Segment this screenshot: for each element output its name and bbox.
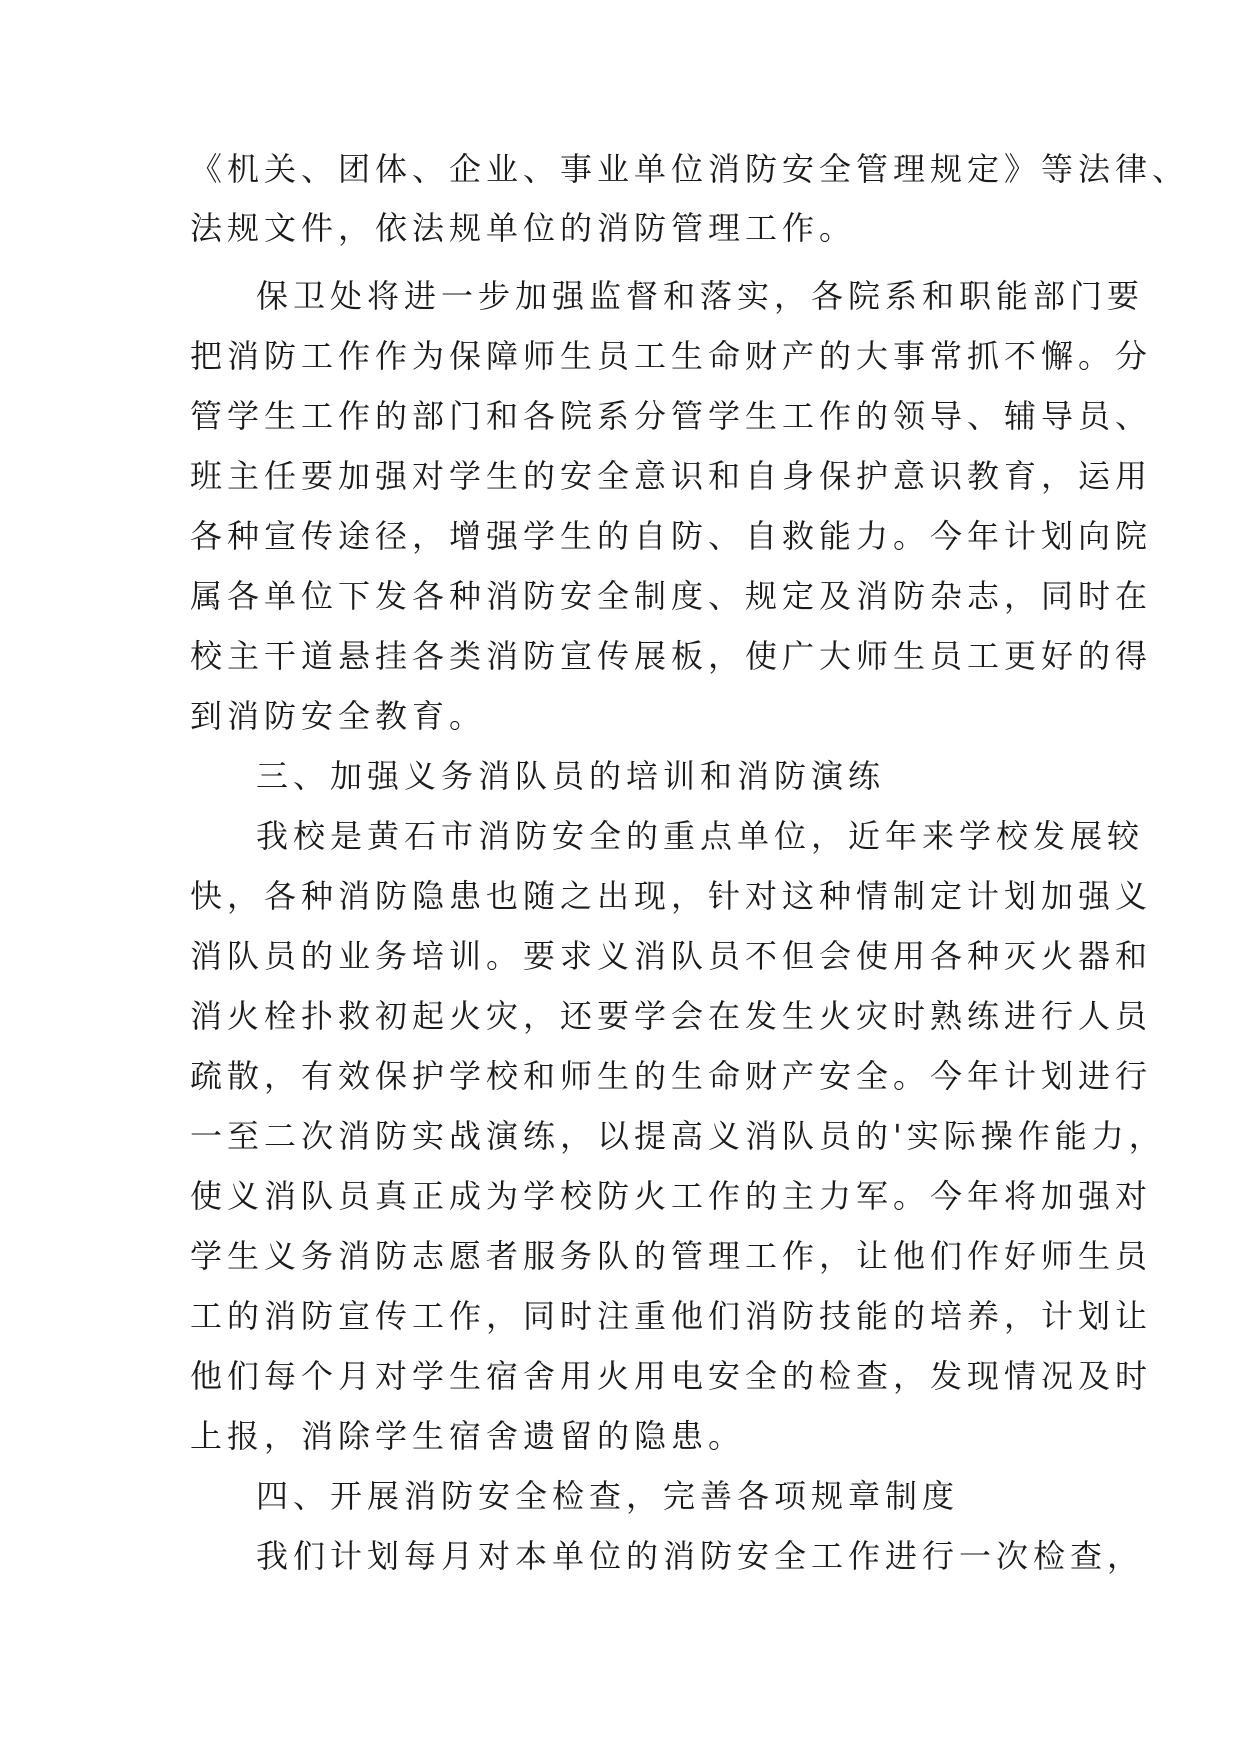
paragraph-start-line: 我校是黄石市消防安全的重点单位，近年来学校发展较 bbox=[256, 817, 1145, 855]
text-line: 他们每个月对学生宿舍用火用电安全的检查，发现情况及时 bbox=[190, 1357, 1153, 1395]
text-line: 疏散，有效保护学校和师生的生命财产安全。今年计划进行 bbox=[190, 1057, 1153, 1095]
text-line: 消火栓扑救初起火灾，还要学会在发生火灾时熟练进行人员 bbox=[190, 997, 1153, 1035]
text-line: 快，各种消防隐患也随之出现，针对这种情制定计划加强义 bbox=[190, 877, 1153, 915]
text-line: 到消防安全教育。 bbox=[190, 697, 487, 735]
section-heading: 三、加强义务消队员的培训和消防演练 bbox=[256, 757, 886, 795]
text-line: 使义消队员真正成为学校防火工作的主力军。今年将加强对 bbox=[190, 1177, 1153, 1215]
text-line: 《机关、团体、企业、事业单位消防安全管理规定》等法律、 bbox=[190, 150, 1190, 188]
text-line: 班主任要加强对学生的安全意识和自身保护意识教育，运用 bbox=[190, 457, 1153, 495]
text-line: 工的消防宣传工作，同时注重他们消防技能的培养，计划让 bbox=[190, 1297, 1153, 1335]
text-line: 属各单位下发各种消防安全制度、规定及消防杂志，同时在 bbox=[190, 577, 1153, 615]
section-heading: 四、开展消防安全检查，完善各项规章制度 bbox=[256, 1477, 960, 1515]
text-line: 把消防工作作为保障师生员工生命财产的大事常抓不懈。分 bbox=[190, 337, 1153, 375]
text-line: 各种宣传途径，增强学生的自防、自救能力。今年计划向院 bbox=[190, 517, 1153, 555]
text-line: 法规文件，依法规单位的消防管理工作。 bbox=[190, 209, 857, 247]
text-line: 管学生工作的部门和各院系分管学生工作的领导、辅导员、 bbox=[190, 397, 1153, 435]
text-line: 消队员的业务培训。要求义消队员不但会使用各种灭火器和 bbox=[190, 937, 1153, 975]
paragraph-start-line: 保卫处将进一步加强监督和落实，各院系和职能部门要 bbox=[256, 277, 1145, 315]
text-line: 校主干道悬挂各类消防宣传展板，使广大师生员工更好的得 bbox=[190, 637, 1153, 675]
paragraph-start-line: 我们计划每月对本单位的消防安全工作进行一次检查， bbox=[256, 1537, 1145, 1575]
text-line: 学生义务消防志愿者服务队的管理工作，让他们作好师生员 bbox=[190, 1237, 1153, 1275]
text-line: 上报，消除学生宿舍遗留的隐患。 bbox=[190, 1417, 746, 1455]
text-line: 一至二次消防实战演练，以提高义消队员的'实际操作能力， bbox=[190, 1117, 1166, 1155]
